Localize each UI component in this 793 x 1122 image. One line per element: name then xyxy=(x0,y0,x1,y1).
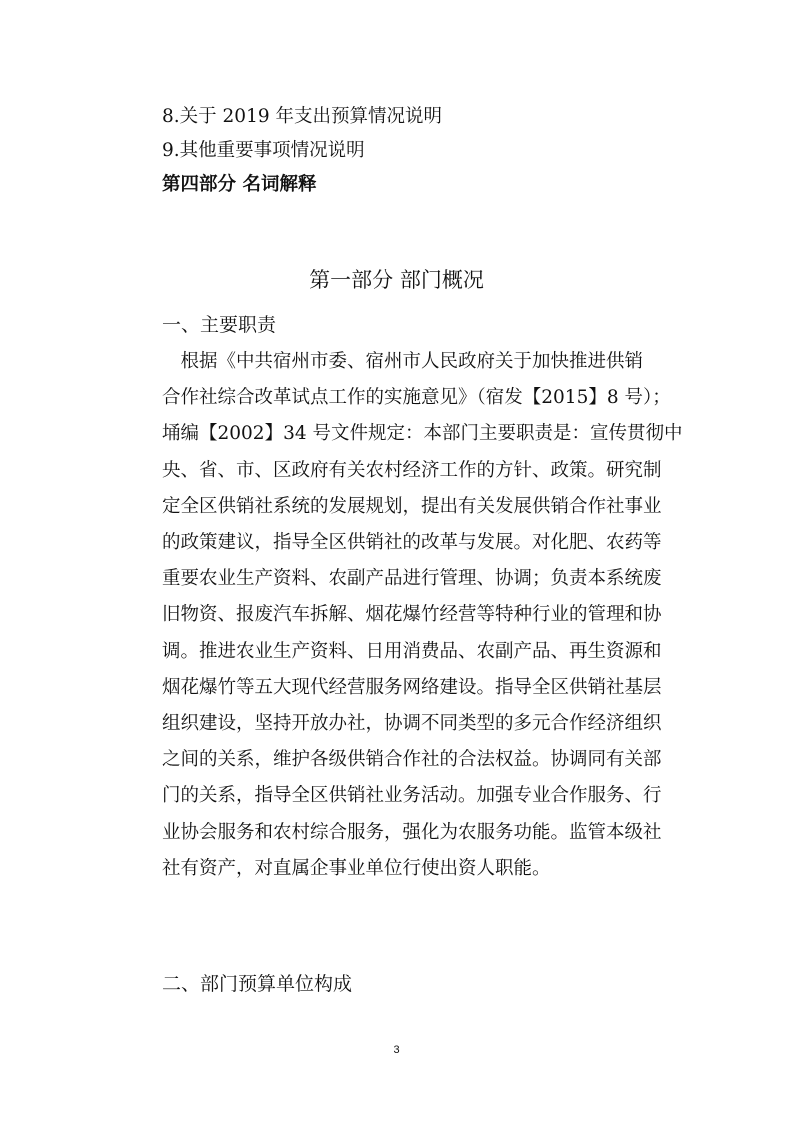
heading-budget-units: 二、部门预算单位构成 xyxy=(162,973,353,995)
body-line: 社有资产，对直属企事业单位行使出资人职能。 xyxy=(162,857,551,879)
body-line: 业协会服务和农村综合服务，强化为农服务功能。监管本级社 xyxy=(162,821,662,843)
body-line: 合作社综合改革试点工作的实施意见》（宿发【2015】8 号）； xyxy=(162,387,671,409)
body-line: 烟花爆竹等五大现代经营服务网络建设。指导全区供销社基层 xyxy=(162,676,662,698)
body-line: 央、省、市、区政府有关农村经济工作的方针、政策。研究制 xyxy=(162,459,662,481)
page-number: 3 xyxy=(393,1044,400,1056)
body-line: 根据《中共宿州市委、宿州市人民政府关于加快推进供销 xyxy=(162,351,644,372)
body-line: 之间的关系，维护各级供销合作社的合法权益。协调同有关部 xyxy=(162,749,662,771)
section-title: 第一部分 部门概况 xyxy=(309,268,484,292)
toc-item-9: 9.其他重要事项情况说明 xyxy=(162,140,365,161)
body-line: 门的关系，指导全区供销社业务活动。加强专业合作服务、行 xyxy=(162,785,662,807)
body-line: 定全区供销社系统的发展规划，提出有关发展供销合作社事业 xyxy=(162,495,662,517)
body-line: 的政策建议，指导全区供销社的改革与发展。对化肥、农药等 xyxy=(162,532,662,553)
body-line: 埇编【2002】34 号文件规定：本部门主要职责是：宣传贯彻中 xyxy=(162,423,683,445)
toc-item-8: 8.关于 2019 年支出预算情况说明 xyxy=(162,106,442,127)
body-line: 调。推进农业生产资料、日用消费品、农副产品、再生资源和 xyxy=(162,640,662,662)
body-line: 组织建设，坚持开放办社，协调不同类型的多元合作经济组织 xyxy=(162,713,662,734)
body-line: 旧物资、报废汽车拆解、烟花爆竹经营等特种行业的管理和协 xyxy=(162,604,662,626)
heading-main-duties: 一、主要职责 xyxy=(162,314,277,336)
toc-part-4: 第四部分 名词解释 xyxy=(162,174,317,195)
body-line: 重要农业生产资料、农副产品进行管理、协调；负责本系统废 xyxy=(162,568,662,590)
